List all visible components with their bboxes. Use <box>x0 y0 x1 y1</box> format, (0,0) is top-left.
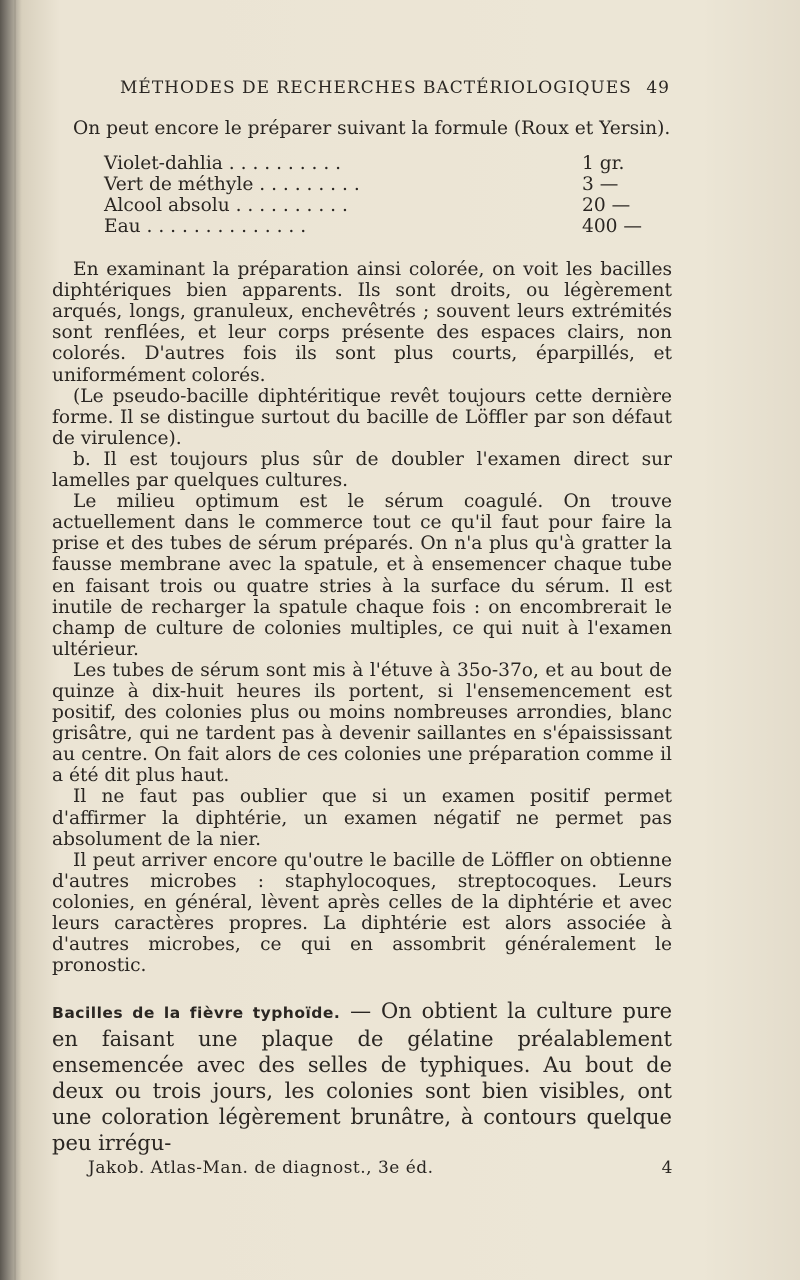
recipe-ingredient: Alcool absolu . . . . . . . . . . <box>104 195 348 217</box>
section-title: Bacilles de la fièvre typhoïde. <box>52 1004 341 1023</box>
signature-mark: 4 <box>661 1158 673 1178</box>
stain-recipe <box>104 153 672 237</box>
page-gutter <box>14 0 16 1280</box>
body-paragraph: (Le pseudo-bacille diphtéritique revêt toujours cette dernière forme. Il se distingue surtout du bacille de Löffler par son défaut de virulence). <box>52 385 672 449</box>
section-text: — On obtient la culture pure en faisant une plaque de gélatine préalablement ensemencée avec des selles de typhiques. Au bout de deux ou trois jours, les colonies sont bien visibles, ont une coloration légèrement brunâtre, à contours quelque peu irrégu- <box>52 999 672 1156</box>
recipe-ingredient: Violet-dahlia . . . . . . . . . . <box>104 153 342 175</box>
running-head-title: MÉTHODES DE RECHERCHES BACTÉRIOLOGIQUES <box>120 78 632 98</box>
body-paragraph: Il ne faut pas oublier que si un examen positif permet d'affirmer la diphtérie, un examen négatif ne permet pas absolument de la nier. <box>52 786 672 850</box>
body-paragraph: b. Il est toujours plus sûr de doubler l'examen direct sur lamelles par quelques cultures. <box>52 448 672 492</box>
body-paragraph: Il peut arriver encore qu'outre le bacille de Löffler on obtienne d'autres microbes : staphylocoques, streptocoques. Leurs colonies, en général, lèvent après celles de la diphtérie et avec leurs caractères propres. La diphtérie est alors associée à d'autres microbes, ce qui en assombrit généralement le pronostic. <box>52 849 672 977</box>
page-number: 49 <box>646 78 670 98</box>
recipe-row <box>104 174 672 195</box>
body-paragraph: En examinant la préparation ainsi colorée, on voit les bacilles diphtériques bien apparents. Ils sont droits, ou légèrement arqués, longs, granuleux, enchevêtrés ; souvent leurs extrémités sont renflées, et leur corps présente des espaces clairs, non colorés. D'autres fois ils sont plus courts, éparpillés, et uniformément colorés. <box>52 259 672 386</box>
intro-paragraph: On peut encore le préparer suivant la formule (Roux et Yersin). <box>73 118 671 139</box>
page-body <box>52 118 672 1156</box>
recipe-quantity: 400 — <box>582 216 642 238</box>
recipe-quantity: 1 gr. <box>582 153 625 175</box>
recipe-row <box>104 195 672 216</box>
body-paragraph: Le milieu optimum est le sérum coagulé. On trouve actuellement dans le commerce tout ce qu'il faut pour faire la prise et des tubes de sérum préparés. On n'a plus qu'à gratter la fausse membrane avec la spatule, et à ensemencer chaque tube en faisant trois ou quatre stries à la surface du sérum. Il est inutile de recharger la spatule chaque fois : on encombrerait le champ de culture de colonies multiples, ce qui nuit à l'examen ultérieur. <box>52 491 672 660</box>
recipe-row <box>104 153 672 174</box>
recipe-quantity: 20 — <box>582 195 631 217</box>
running-head <box>120 78 670 98</box>
recipe-row <box>104 216 672 237</box>
recipe-quantity: 3 — <box>582 174 619 196</box>
recipe-ingredient: Eau . . . . . . . . . . . . . . <box>104 216 307 238</box>
page-footer <box>88 1158 673 1178</box>
recipe-ingredient: Vert de méthyle . . . . . . . . . <box>104 174 360 196</box>
body-paragraph: Les tubes de sérum sont mis à l'étuve à 35o-37o, et au bout de quinze à dix-huit heures ils portent, si l'ensemencement est positif, des colonies plus ou moins nombreuses arrondies, blanc grisâtre, qui ne tardent pas à devenir saillantes en s'épaississant au centre. On fait alors de ces colonies une préparation comme il a été dit plus haut. <box>52 659 672 787</box>
section-paragraph <box>52 998 672 1156</box>
footer-citation: Jakob. Atlas-Man. de diagnost., 3e éd. <box>88 1158 434 1178</box>
